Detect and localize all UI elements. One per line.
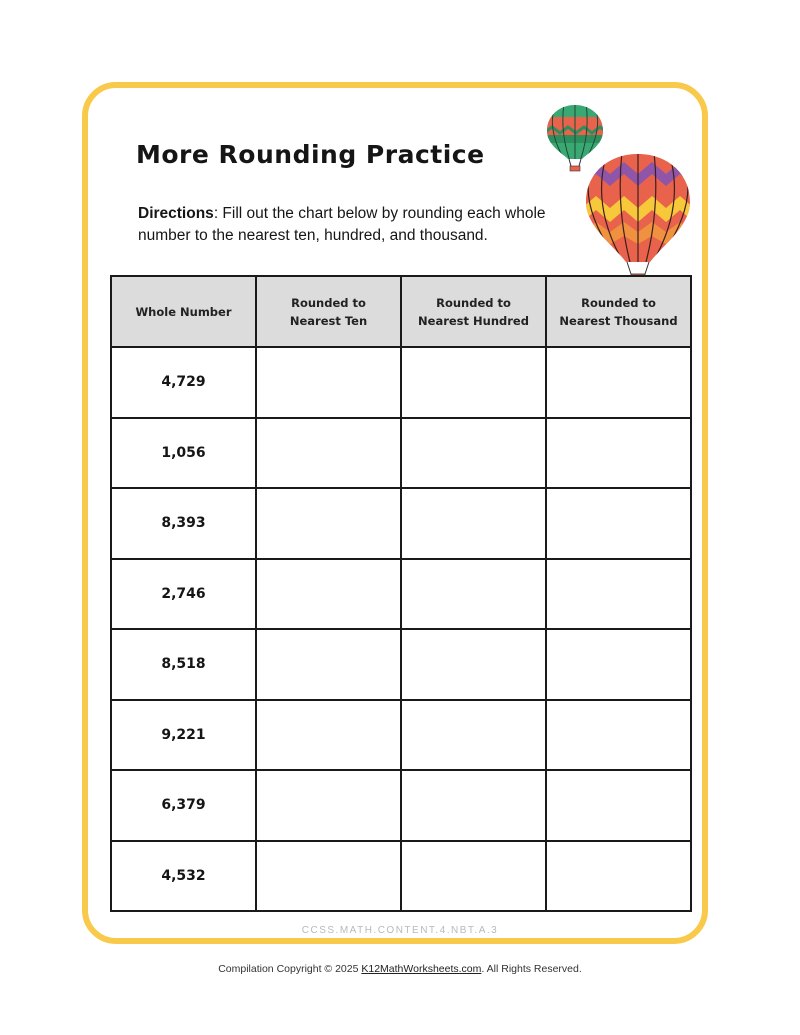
copyright-link[interactable]: K12MathWorksheets.com — [361, 963, 482, 975]
answer-cell-hundred[interactable] — [401, 347, 546, 418]
answer-cell-ten[interactable] — [256, 700, 401, 771]
directions — [138, 203, 588, 247]
table-row — [111, 629, 691, 700]
answer-cell-thousand[interactable] — [546, 559, 691, 630]
header-nearest-ten-line1: Rounded to — [291, 295, 366, 310]
answer-cell-thousand[interactable] — [546, 700, 691, 771]
answer-cell-hundred[interactable] — [401, 770, 546, 841]
worksheet-title: More Rounding Practice — [136, 140, 485, 169]
answer-cell-thousand[interactable] — [546, 770, 691, 841]
answer-cell-ten[interactable] — [256, 629, 401, 700]
whole-number-cell: 2,746 — [111, 559, 256, 630]
answer-cell-hundred[interactable] — [401, 700, 546, 771]
table-row — [111, 559, 691, 630]
answer-cell-thousand[interactable] — [546, 629, 691, 700]
whole-number-cell: 8,518 — [111, 629, 256, 700]
copyright-notice — [0, 963, 800, 975]
answer-cell-hundred[interactable] — [401, 841, 546, 912]
header-nearest-thousand-line2: Nearest Thousand — [559, 313, 678, 328]
whole-number-cell: 4,729 — [111, 347, 256, 418]
header-whole-number — [111, 276, 256, 347]
header-nearest-thousand — [546, 276, 691, 347]
answer-cell-ten[interactable] — [256, 488, 401, 559]
whole-number-cell: 9,221 — [111, 700, 256, 771]
header-whole-number-label: Whole Number — [135, 304, 232, 319]
answer-cell-ten[interactable] — [256, 347, 401, 418]
answer-cell-hundred[interactable] — [401, 488, 546, 559]
answer-cell-thousand[interactable] — [546, 841, 691, 912]
header-nearest-ten — [256, 276, 401, 347]
table-row — [111, 347, 691, 418]
copyright-suffix: . All Rights Reserved. — [481, 963, 582, 975]
table-row — [111, 841, 691, 912]
rounding-chart — [110, 275, 692, 912]
whole-number-cell: 1,056 — [111, 418, 256, 489]
header-nearest-thousand-line1: Rounded to — [581, 295, 656, 310]
table-row — [111, 770, 691, 841]
answer-cell-ten[interactable] — [256, 559, 401, 630]
answer-cell-thousand[interactable] — [546, 488, 691, 559]
table-row — [111, 418, 691, 489]
whole-number-cell: 6,379 — [111, 770, 256, 841]
table-row — [111, 488, 691, 559]
header-nearest-hundred — [401, 276, 546, 347]
header-nearest-ten-line2: Nearest Ten — [289, 313, 368, 328]
directions-text: : Fill out the chart below by rounding each whole number to the nearest ten, hundred, and thousand. — [138, 205, 546, 244]
directions-label: Directions — [138, 205, 214, 222]
whole-number-cell: 8,393 — [111, 488, 256, 559]
answer-cell-hundred[interactable] — [401, 559, 546, 630]
whole-number-cell: 4,532 — [111, 841, 256, 912]
table-header-row — [111, 276, 691, 347]
copyright-prefix: Compilation Copyright © 2025 — [218, 963, 362, 975]
answer-cell-hundred[interactable] — [401, 418, 546, 489]
answer-cell-ten[interactable] — [256, 418, 401, 489]
header-nearest-hundred-line1: Rounded to — [436, 295, 511, 310]
answer-cell-thousand[interactable] — [546, 347, 691, 418]
answer-cell-ten[interactable] — [256, 841, 401, 912]
standard-code: CCSS.MATH.CONTENT.4.NBT.A.3 — [301, 925, 499, 936]
answer-cell-ten[interactable] — [256, 770, 401, 841]
table-row — [111, 700, 691, 771]
header-nearest-hundred-line2: Nearest Hundred — [418, 313, 529, 328]
answer-cell-hundred[interactable] — [401, 629, 546, 700]
hot-air-balloon-large-icon — [582, 152, 694, 286]
answer-cell-thousand[interactable] — [546, 418, 691, 489]
